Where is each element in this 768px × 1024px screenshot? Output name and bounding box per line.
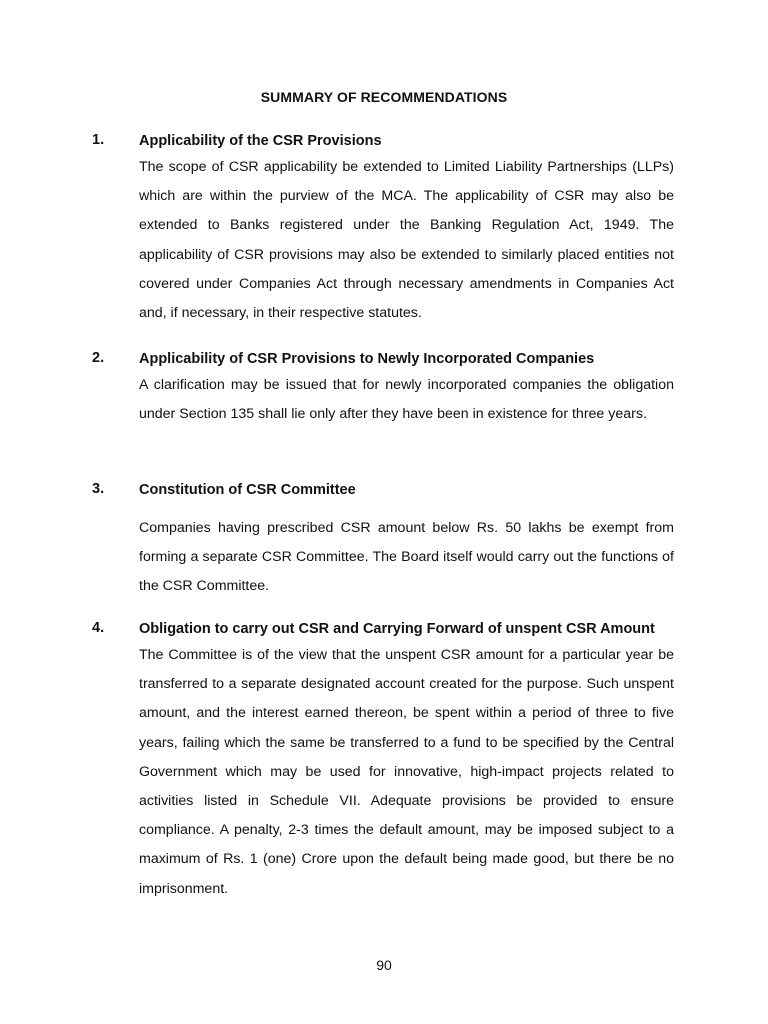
recommendation-section — [92, 620, 682, 904]
section-body: Companies having prescribed CSR amount below Rs. 50 lakhs be exempt from forming a separate CSR Committee. The Board itself would carry out the functions of the CSR Committee. — [139, 520, 674, 595]
recommendation-section — [92, 350, 682, 429]
section-heading: Constitution of CSR Committee — [139, 482, 356, 498]
section-body: A clarification may be issued that for newly incorporated companies the obligation under Section 135 shall lie only after they have been in existence for three years. — [139, 377, 674, 423]
section-number: 4. — [92, 620, 105, 636]
page-title: SUMMARY OF RECOMMENDATIONS — [260, 89, 508, 105]
recommendation-section — [92, 481, 682, 602]
recommendation-section — [92, 132, 682, 328]
section-heading: Applicability of the CSR Provisions — [139, 133, 382, 149]
section-heading: Obligation to carry out CSR and Carrying Forward of unspent CSR Amount — [139, 621, 655, 637]
page-number: 90 — [376, 957, 392, 973]
section-number: 2. — [92, 350, 105, 366]
section-number: 3. — [92, 481, 105, 497]
section-number: 1. — [92, 132, 105, 148]
section-heading: Applicability of CSR Provisions to Newly Incorporated Companies — [139, 351, 595, 367]
section-body: The Committee is of the view that the unspent CSR amount for a particular year be transferred to a separate designated account created for the purpose. Such unspent amount, and the interest earned thereon, be spent within a period of three to five years, failing which the same be transferred to a fund to be specified by the Central Government which may be used for innovative, high-impact projects related to activities listed in Schedule VII. Adequate provisions be provided to ensure compliance. A penalty, 2-3 times the default amount, may be imposed subject to a maximum of Rs. 1 (one) Crore upon the default being made good, but there be no imprisonment. — [139, 647, 674, 897]
section-body: The scope of CSR applicability be extended to Limited Liability Partnerships (LLPs) which are within the purview of the MCA. The applicability of CSR may also be extended to Banks registered under the Banking Regulation Act, 1949. The applicability of CSR provisions may also be extended to similarly placed entities not covered under Companies Act through necessary amendments in Companies Act and, if necessary, in their respective statutes. — [139, 159, 674, 322]
